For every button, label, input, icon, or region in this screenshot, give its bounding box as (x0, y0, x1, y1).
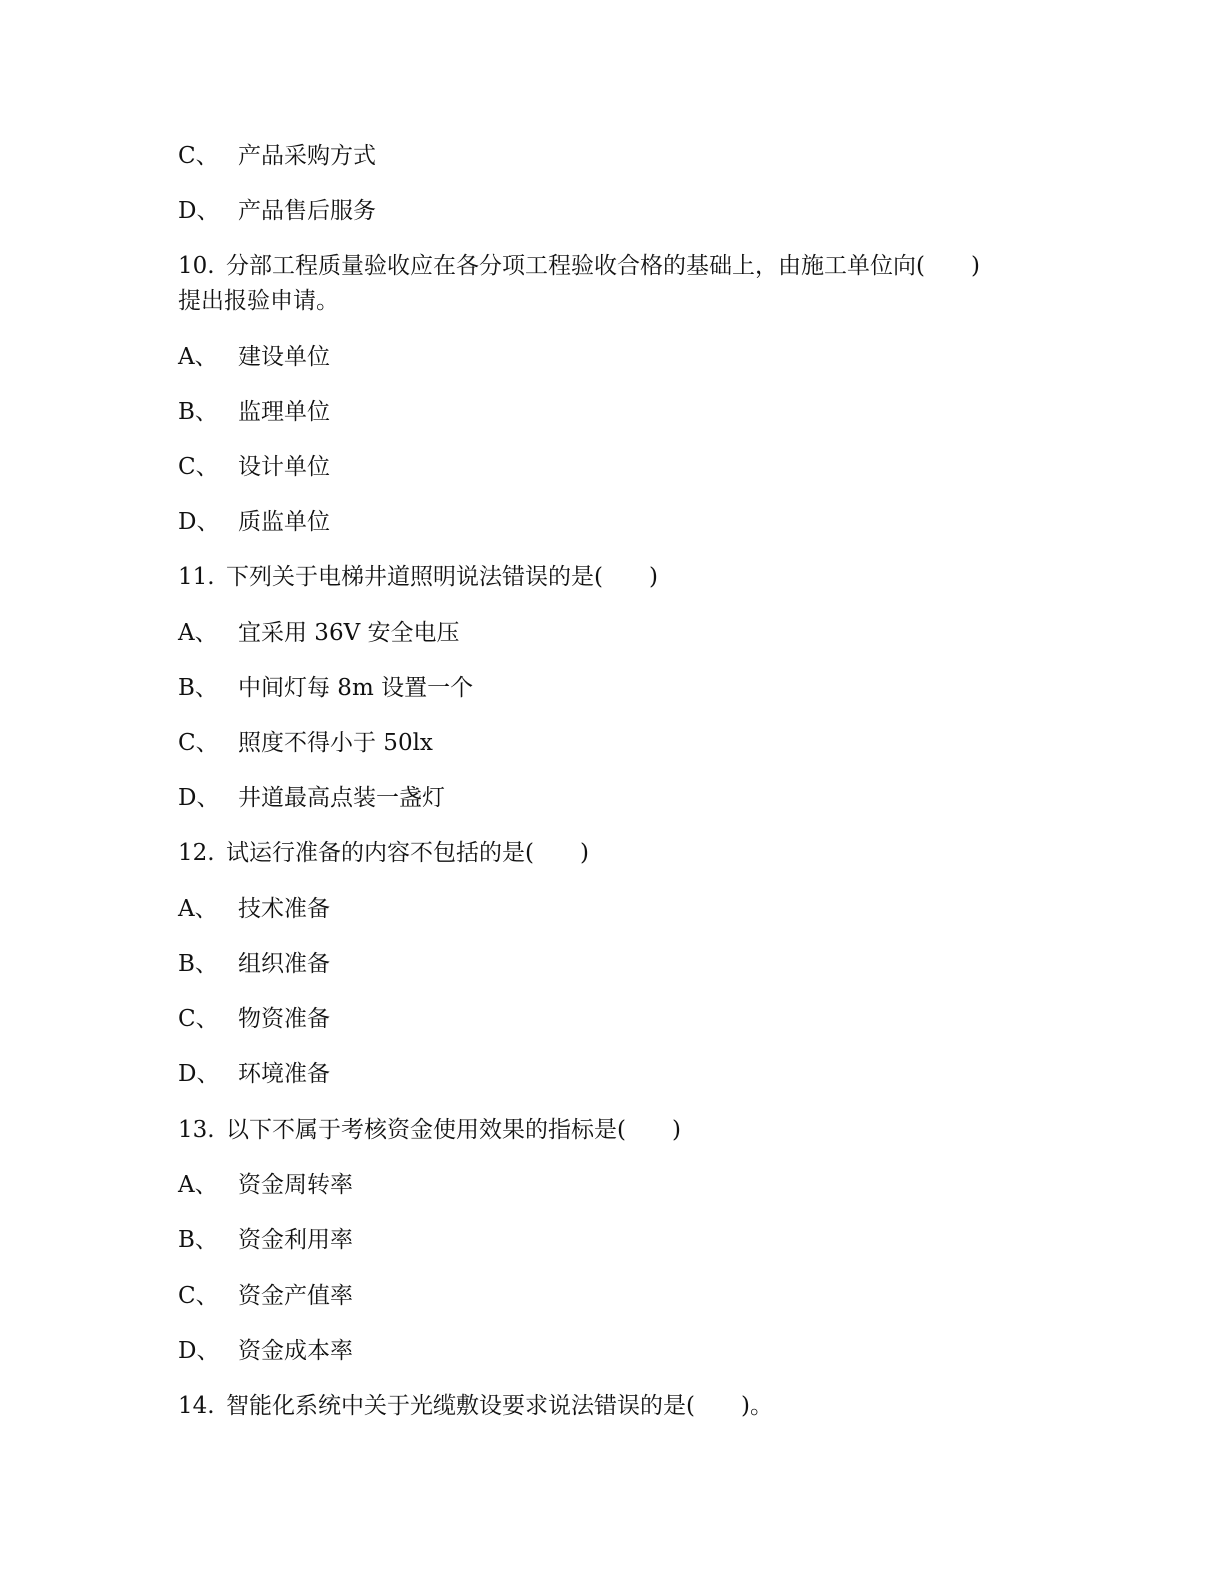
option-line (178, 617, 460, 649)
question-text: 以下不属于考核资金使用效果的指标是( ) (226, 1117, 681, 1143)
option-line (178, 140, 376, 172)
option-letter: A、 (178, 620, 218, 646)
question-number: 13. (178, 1117, 215, 1143)
option-line (178, 506, 330, 538)
option-line (178, 1003, 330, 1035)
option-text: 产品采购方式 (238, 143, 376, 169)
option-text: 产品售后服务 (238, 198, 376, 224)
question-line (178, 837, 589, 869)
option-text: 资金周转率 (238, 1172, 353, 1198)
question-line (178, 1114, 681, 1146)
option-letter: C、 (178, 730, 219, 756)
option-text: 设计单位 (238, 454, 330, 480)
option-letter: C、 (178, 1006, 219, 1032)
option-letter: C、 (178, 1283, 219, 1309)
option-text: 环境准备 (238, 1061, 330, 1087)
question-line (178, 561, 658, 593)
option-letter: B、 (178, 399, 218, 425)
option-text: 井道最高点装一盏灯 (238, 785, 445, 811)
question-continuation: 提出报验申请。 (178, 288, 339, 314)
option-line (178, 672, 473, 704)
option-letter: D、 (178, 1338, 220, 1364)
option-text: 宜采用 36V 安全电压 (238, 620, 460, 646)
option-text: 资金成本率 (238, 1338, 353, 1364)
option-letter: B、 (178, 951, 218, 977)
option-letter: C、 (178, 143, 219, 169)
option-line (178, 948, 330, 980)
option-letter: A、 (178, 344, 218, 370)
option-text: 监理单位 (238, 399, 330, 425)
option-text: 照度不得小于 50lx (238, 730, 433, 756)
question-text: 试运行准备的内容不包括的是( ) (226, 840, 589, 866)
question-line (178, 250, 980, 282)
option-line (178, 1335, 353, 1367)
question-line (178, 1390, 773, 1422)
question-text: 分部工程质量验收应在各分项工程验收合格的基础上，由施工单位向( ) (226, 253, 980, 279)
option-letter: A、 (178, 896, 218, 922)
option-line (178, 1224, 353, 1256)
option-line (178, 451, 330, 483)
option-text: 技术准备 (238, 896, 330, 922)
option-text: 建设单位 (238, 344, 330, 370)
option-line (178, 727, 433, 759)
option-letter: D、 (178, 1061, 220, 1087)
option-line (178, 396, 330, 428)
question-number: 12. (178, 840, 215, 866)
option-letter: D、 (178, 785, 220, 811)
option-letter: C、 (178, 454, 219, 480)
option-text: 组织准备 (238, 951, 330, 977)
option-line (178, 782, 445, 814)
option-letter: D、 (178, 509, 220, 535)
option-line (178, 1280, 353, 1312)
option-text: 质监单位 (238, 509, 330, 535)
option-line (178, 341, 330, 373)
option-line (178, 893, 330, 925)
option-text: 资金利用率 (238, 1227, 353, 1253)
question-number: 10. (178, 253, 215, 279)
option-line (178, 1169, 353, 1201)
option-text: 资金产值率 (238, 1283, 353, 1309)
option-letter: D、 (178, 198, 220, 224)
option-line (178, 1058, 330, 1090)
question-number: 11. (178, 564, 215, 590)
question-text: 智能化系统中关于光缆敷设要求说法错误的是( )。 (226, 1393, 773, 1419)
question-number: 14. (178, 1393, 215, 1419)
option-letter: B、 (178, 675, 218, 701)
option-letter: A、 (178, 1172, 218, 1198)
option-text: 物资准备 (238, 1006, 330, 1032)
option-line (178, 195, 376, 227)
question-text: 下列关于电梯井道照明说法错误的是( ) (226, 564, 658, 590)
option-letter: B、 (178, 1227, 218, 1253)
option-text: 中间灯每 8m 设置一个 (238, 675, 474, 701)
